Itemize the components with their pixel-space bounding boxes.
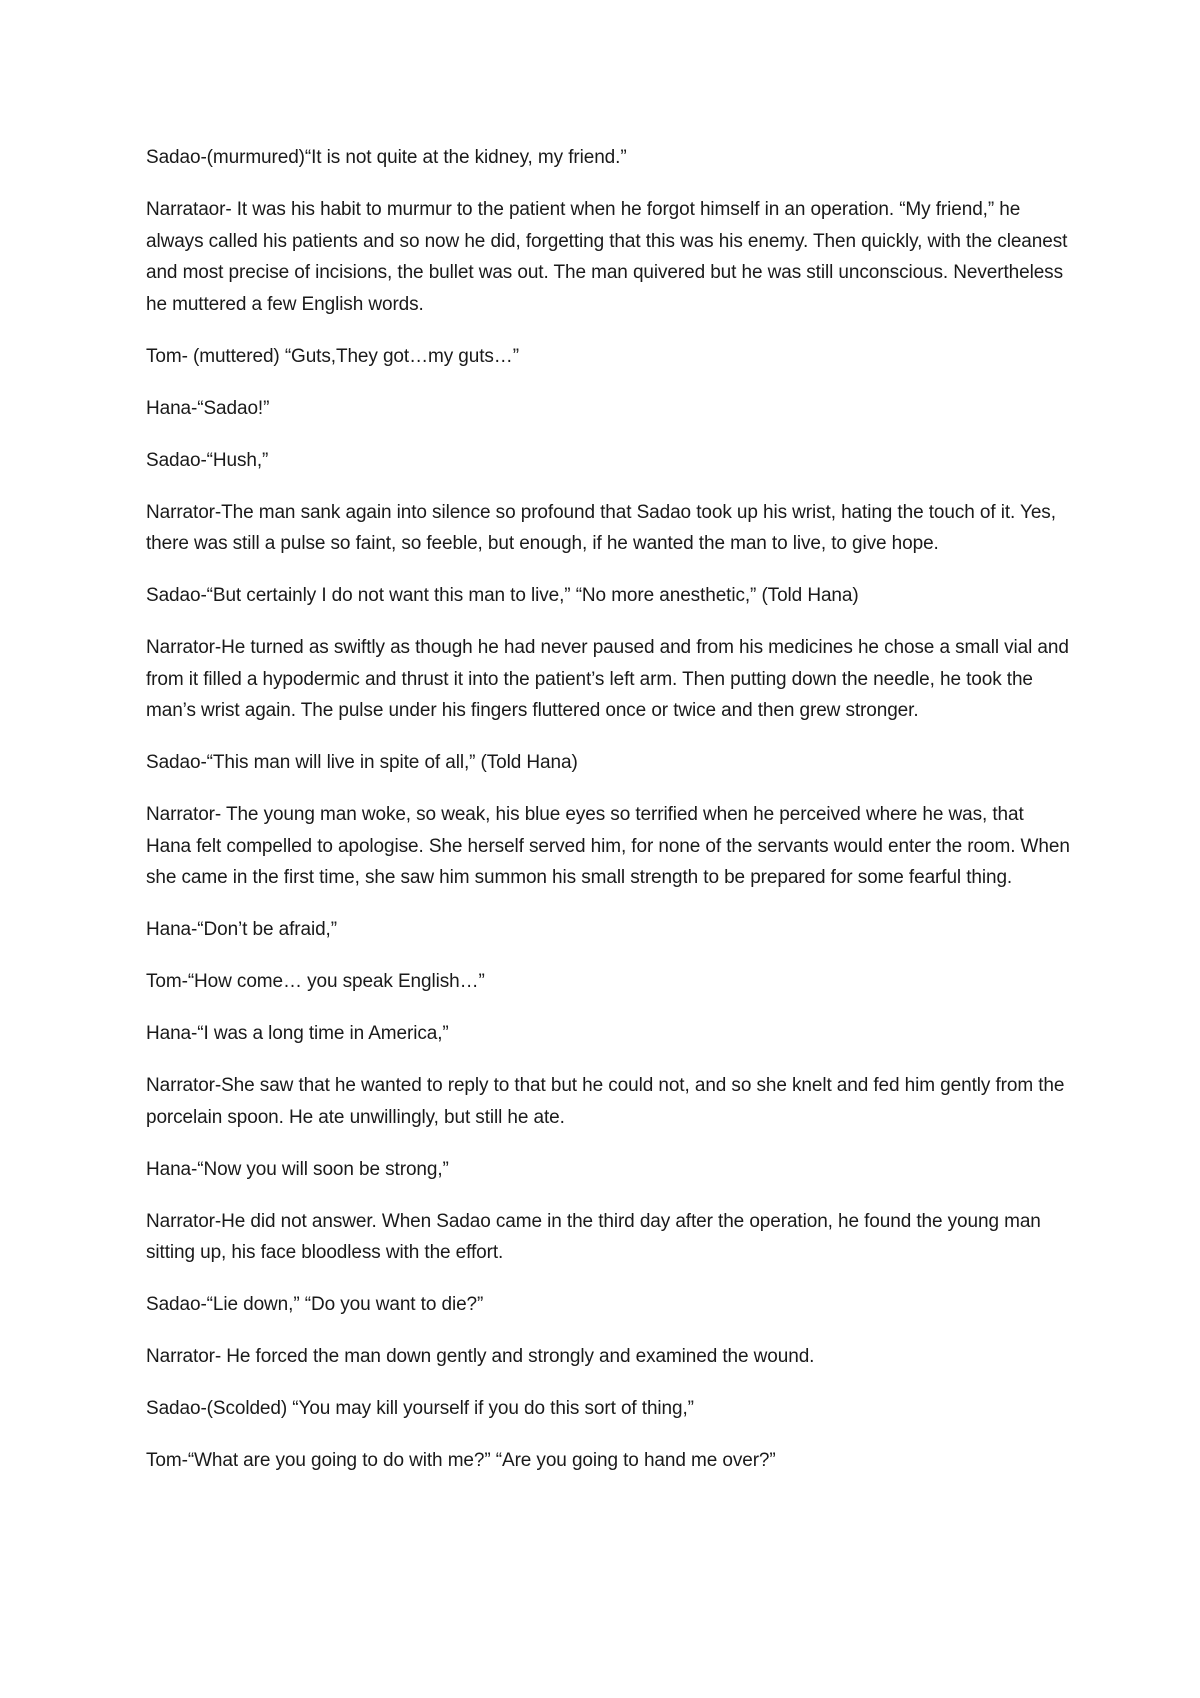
paragraph: Sadao-“This man will live in spite of all,” (Told Hana) (146, 752, 578, 773)
paragraph: Sadao-(murmured)“It is not quite at the kidney, my friend.” (146, 147, 627, 168)
paragraph: Narrator-The man sank again into silence so profound that Sadao took up his wrist, hating the touch of it. Yes, there was still a pulse so faint, so feeble, but enough, if he wanted the man to live, to give hope. (146, 501, 1056, 554)
paragraph: Sadao-“Hush,” (146, 449, 269, 471)
paragraph: Hana-“Don’t be afraid,” (146, 919, 337, 940)
document-body (146, 142, 1071, 1497)
paragraph: Narrator-She saw that he wanted to reply to that but he could not, and so she knelt and fed him gently from the porcelain spoon. He ate unwillingly, but still he ate. (146, 1075, 1065, 1128)
paragraph: Narrator-He did not answer. When Sadao came in the third day after the operation, he found the young man sitting up, his face bloodless with the effort. (146, 1210, 1041, 1263)
paragraph: Hana-“I was a long time in America,” (146, 1023, 449, 1044)
paragraph: Sadao-“Lie down,” “Do you want to die?” (146, 1294, 484, 1315)
paragraph: Hana-“Now you will soon be strong,” (146, 1158, 449, 1180)
paragraph: Narrataor- It was his habit to murmur to the patient when he forgot himself in an operation. “My friend,” he always called his patients and so now he did, forgetting that this was his enemy. Then quickly, with the cleanest and most precise of incisions, the bullet was out. The man quivered but he was still unconscious. Nevertheless he muttered a few English words. (146, 199, 1068, 315)
paragraph: Hana-“Sadao!” (146, 397, 270, 419)
paragraph: Narrator- The young man woke, so weak, his blue eyes so terrified when he perceived where he was, that Hana felt compelled to apologise. She herself served him, for none of the servants would enter the room. When she came in the first time, she saw him summon his small strength to be prepared for some fearful thing. (146, 804, 1070, 888)
paragraph: Tom-“What are you going to do with me?” “Are you going to hand me over?” (146, 1450, 776, 1471)
paragraph: Sadao-“But certainly I do not want this man to live,” “No more anesthetic,” (Told Hana) (146, 585, 859, 606)
paragraph: Sadao-(Scolded) “You may kill yourself if you do this sort of thing,” (146, 1398, 694, 1419)
paragraph: Narrator-He turned as swiftly as though he had never paused and from his medicines he chose a small vial and from it filled a hypodermic and thrust it into the patient’s left arm. Then putting down the needle, he took the man’s wrist again. The pulse under his fingers fluttered once or twice and then grew stronger. (146, 637, 1069, 721)
paragraph: Narrator- He forced the man down gently and strongly and examined the wound. (146, 1346, 815, 1367)
paragraph: Tom- (muttered) “Guts,They got…my guts…” (146, 345, 519, 367)
paragraph: Tom-“How come… you speak English…” (146, 971, 485, 992)
